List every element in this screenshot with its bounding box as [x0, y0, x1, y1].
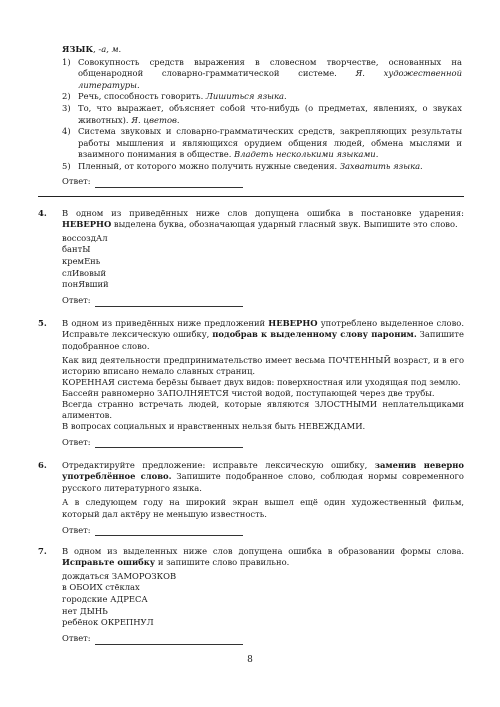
task-5: [38, 318, 464, 448]
task-4-instruction: В одном из приведённых ниже слов допущена ошибка в постановке ударения: НЕВЕРНО выделена буква, обозначающая ударный гласный звук. Выпишите это слово.: [62, 208, 464, 230]
word-item: понЯвший: [62, 279, 109, 290]
answer-line[interactable]: [95, 297, 243, 307]
answer-field-task6: Ответ:: [62, 524, 464, 536]
task-7-instruction: В одном из выделенных ниже слов допущена ошибка в образовании формы слова. Исправьте ошибку и запишите слово правильно.: [62, 546, 464, 568]
sentence-item: КОРЕННАЯ система берёзы бывает двух видов: поверхностная или уходящая под землю.: [62, 377, 461, 388]
answer-field-task3: Ответ:: [62, 176, 462, 188]
word-item: кремЕнь: [62, 256, 101, 266]
dictionary-grammar: , -а, м.: [93, 44, 122, 54]
page-number: 8: [247, 655, 253, 665]
sentence-item: Как вид деятельности предпринимательство имеет весьма ПОЧТЕННЫЙ возраст, и в его историю вписано немало славных страниц.: [62, 355, 464, 377]
answer-line[interactable]: [95, 438, 243, 448]
task-5-sentences: [62, 355, 464, 432]
answer-field-task4: Ответ:: [62, 295, 464, 307]
sentence-item: В вопросах социальных и нравственных нельзя быть НЕВЕЖДАМИ.: [62, 421, 366, 432]
sentence-item: Бассейн равномерно ЗАПОЛНЯЕТСЯ чистой водой, поступающей через две трубы.: [62, 388, 435, 399]
task-6: [38, 460, 464, 536]
dictionary-meaning-1: 1) Совокупность средств выражения в словесном творчестве, основанных на общенародной словарно-грамматической системе. Я. художественной литературы.: [62, 56, 462, 90]
dictionary-entry: [62, 44, 462, 188]
dictionary-headword: ЯЗЫК, -а, м.: [62, 44, 122, 54]
dictionary-meaning-4: 4) Система звуковых и словарно-грамматических средств, закрепляющих результаты работы мышления и являющихся орудием общения людей, обмена мыслями и взаимного понимания в обществе. Владеть несколькими языками.: [62, 126, 462, 160]
phrase-item: дождаться ЗАМОРОЗКОВ: [62, 570, 177, 581]
task-6-sentence: А в следующем году на широкий экран вышел ещё один художественный фильм, который дал актёру не меньшую известность.: [62, 497, 464, 519]
sentence-item: Всегда странно встречать людей, которые являются ЗЛОСТНЫМИ неплательщиками алиментов.: [62, 399, 464, 421]
task-7: [38, 546, 464, 645]
phrase-item: городские АДРЕСА: [62, 594, 148, 604]
dictionary-meaning-5: 5) Пленный, от которого можно получить нужные сведения. Захватить языка.: [62, 160, 423, 171]
dictionary-meaning-3: 3) То, что выражает, объясняет собой что-нибудь (о предметах, явлениях, о звуках животных). Я. цветов.: [62, 102, 462, 125]
task-number: 7.: [38, 546, 47, 556]
dictionary-meaning-2: 2) Речь, способность говорить. Лишиться языка.: [62, 91, 287, 102]
answer-line[interactable]: [95, 635, 243, 645]
answer-field-task7: Ответ:: [62, 633, 464, 645]
word-item: слИвовый: [62, 267, 107, 278]
task-4: [38, 208, 464, 307]
task-4-words: [62, 233, 464, 291]
answer-field-task5: Ответ:: [62, 436, 464, 448]
task-5-instruction: В одном из приведённых ниже предложений НЕВЕРНО употреблено выделенное слово. Исправьте лексическую ошибку, подобрав к выделенному слову пароним. Запишите подобранное слово.: [62, 318, 464, 351]
phrase-item: ребёнок ОКРЕПНУЛ: [62, 617, 154, 628]
answer-line[interactable]: [95, 178, 243, 188]
phrase-item: нет ДЫНЬ: [62, 605, 108, 616]
word-item: бантЫ: [62, 244, 91, 255]
section-divider: [38, 196, 464, 197]
answer-line[interactable]: [95, 526, 243, 536]
task-7-phrases: [62, 571, 464, 629]
task-number: 6.: [38, 460, 47, 470]
word-item: воссоздАл: [62, 232, 108, 243]
phrase-item: в ОБОИХ стёклах: [62, 582, 140, 593]
task-number: 5.: [38, 318, 47, 328]
task-6-instruction: Отредактируйте предложение: исправьте лексическую ошибку, заменив неверно употреблённое слово. Запишите подобранное слово, соблюдая нормы современного русского литературного языка.: [62, 460, 464, 493]
task-number: 4.: [38, 208, 47, 218]
